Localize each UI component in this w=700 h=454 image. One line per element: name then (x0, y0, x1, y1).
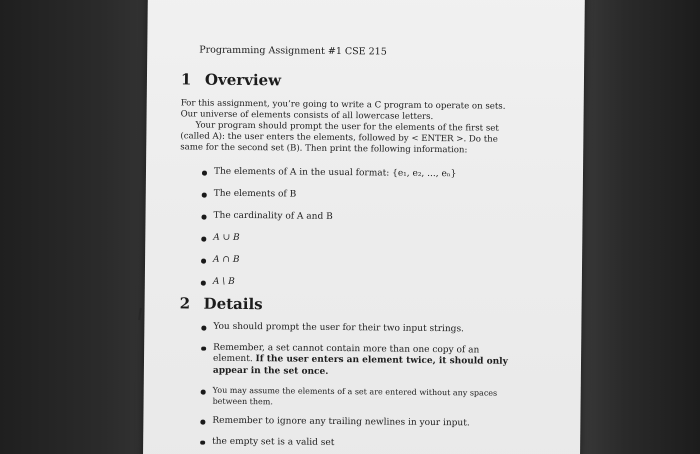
list-item: The elements of B (200, 189, 500, 204)
dark-background-right (575, 0, 700, 454)
section-2-title: Details (203, 294, 263, 314)
list-item: the empty set is a valid set (198, 436, 508, 451)
list-item: You may assume the elements of a set are entered without any spaces between them. (199, 386, 509, 410)
paper-page (143, 0, 585, 454)
section-1-title: Overview (204, 70, 282, 90)
running-head: Programming Assignment #1 CSE 215 (199, 44, 387, 58)
details-bullet-list (198, 322, 509, 451)
page-content (179, 40, 511, 448)
dark-background-left (0, 0, 150, 454)
list-item: The cardinality of A and B (199, 211, 499, 226)
list-item: Remember to ignore any trailing newlines in your input. (198, 416, 508, 431)
overview-paragraph-2 (180, 120, 508, 156)
bullet-2-bold-text: If the user enters an element twice, it should only appear in the set once. (212, 354, 508, 377)
list-item: A ∩ B (199, 255, 499, 270)
bullet-2-text: Remember, a set cannot contain more than one copy of an element. (212, 342, 480, 365)
section-2-number: 2 (179, 294, 191, 313)
overview-bullet-list (199, 167, 500, 292)
section-1-heading (181, 70, 281, 89)
overview-paragraph-1: For this assignment, you’re going to write a C program to operate on sets. Our universe of elements consists of all lowercase letters. (180, 98, 506, 122)
list-item (199, 342, 509, 380)
list-item: A \ B (199, 277, 499, 292)
list-item: The elements of A in the usual format: {e₁, e₂, ..., eₙ} (200, 167, 500, 182)
section-2-heading (180, 294, 263, 313)
list-item: You should prompt the user for their two input strings. (199, 322, 509, 337)
overview-paragraph-2-text: Your program should prompt the user for the elements of the first set (called A): the user enters the elements, followed by < ENTER >. Do the same for the second set (B). Then print the following information: (180, 120, 499, 156)
section-1-number: 1 (180, 70, 192, 89)
list-item: A ∪ B (199, 233, 499, 248)
